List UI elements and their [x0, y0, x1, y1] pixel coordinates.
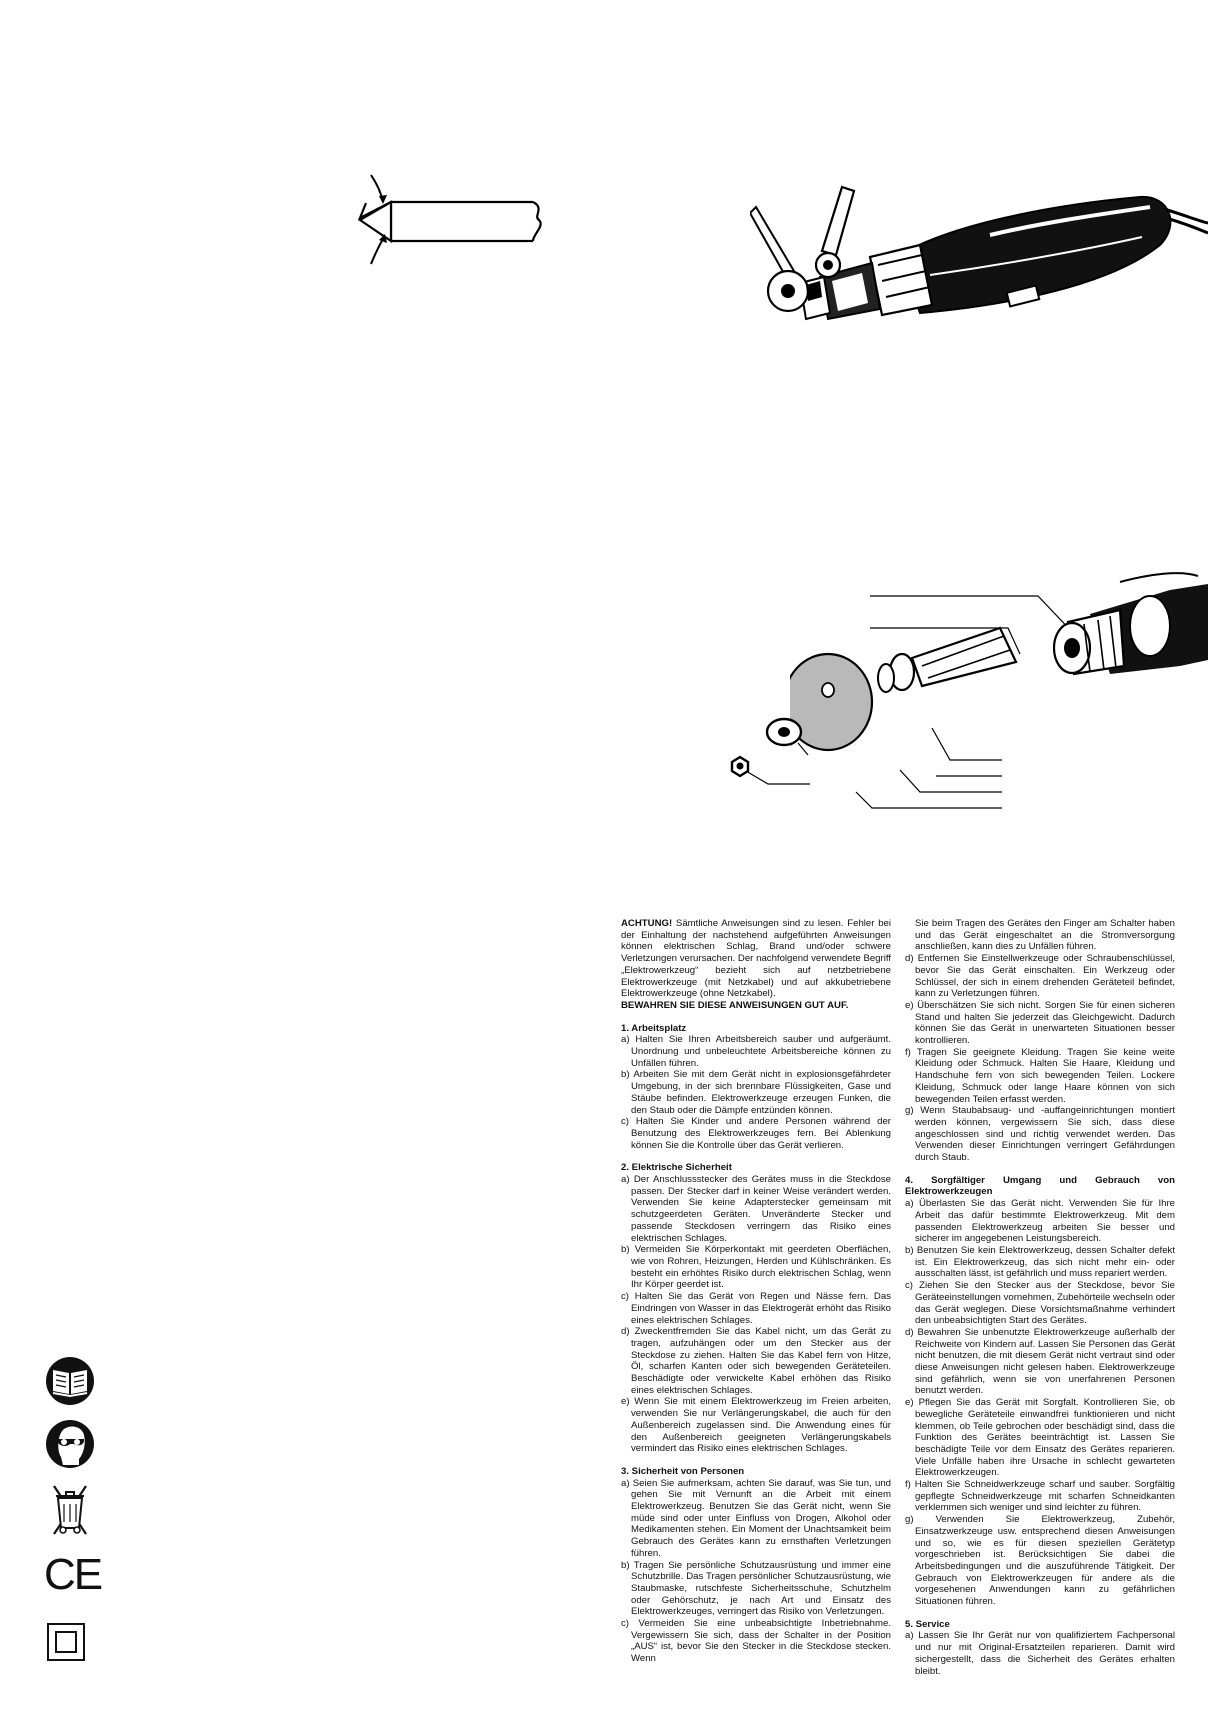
list-item: d) Bewahren Sie unbenutzte Elektrowerkzeuge außerhalb der Reichweite von Kindern auf. Lassen Sie Personen das Gerät nicht benutzen, die mit diesem Gerät nicht vertraut sind oder diese Anweisungen nicht gelesen haben. Elektrowerkzeuge sind gefährlich, wenn sie von unerfahrenen Personen benutzt werden. — [905, 1326, 1175, 1397]
list-item: e) Überschätzen Sie sich nicht. Sorgen Sie für einen sicheren Stand und halten Sie jederzeit das Gleichgewicht. Dadurch können Sie das Gerät in unerwarteten Situationen besser kontrollieren. — [905, 999, 1175, 1047]
continued-text: Sie beim Tragen des Gerätes den Finger am Schalter haben und das Gerät eingeschaltet an die Stromversorgung anschließen, kann dies zu Unfällen führen. — [915, 918, 1175, 953]
list-item: b) Tragen Sie persönliche Schutzausrüstung und immer eine Schutzbrille. Das Tragen persönlicher Schutzausrüstung, wie Staubmaske, rutschfeste Sicherheitsschuhe, Schutzhelm oder Gehörschutz, je nach Art und Einsatz des Elektrowerkzeuges, verringert das Risiko von Verletzungen. — [621, 1559, 891, 1618]
section-title: 4. Sorgfältiger Umgang und Gebrauch von Elektrowerkzeugen — [905, 1174, 1175, 1198]
list-item: a) Lassen Sie Ihr Gerät nur von qualifiziertem Fachpersonal und nur mit Original-Ersatzteilen reparieren. Damit wird sichergestellt, dass die Sicherheit des Gerätes erhalten bleibt. — [905, 1630, 1175, 1677]
attention-lead: ACHTUNG! — [621, 918, 673, 929]
section-title: 5. Service — [905, 1618, 950, 1630]
intro-text: Sämtliche Anweisungen sind zu lesen. Fehler bei der Einhaltung der nachstehend aufgeführten Anweisungen können elektrischen Schlag, Brand und/oder schwere Verletzungen verursachen. Der nachfolgend verwendete Begriff „Elektrowerkzeug“ bezieht sich auf netzbetriebene Elektrowerkzeuge (mit Netzkabel) und auf akkubetriebene Elektrowerkzeuge (ohne Netzkabel). — [621, 918, 891, 1000]
section-personal-safety — [621, 1466, 891, 1665]
section-service — [905, 1619, 1175, 1678]
intro-paragraph — [621, 918, 891, 1000]
list-item: c) Halten Sie das Gerät von Regen und Nässe fern. Das Eindringen von Wasser in das Elektrogerät erhöht das Risiko eines elektrischen Schlages. — [621, 1291, 891, 1326]
ce-mark-label: CE — [44, 1550, 102, 1599]
read-manual-icon — [44, 1355, 96, 1407]
electrode-tip-figure — [355, 170, 545, 270]
eye-protection-icon — [44, 1417, 96, 1471]
assembly-exploded-figure — [790, 570, 1208, 830]
list-item: g) Verwenden Sie Elektrowerkzeug, Zubehör, Einsatzwerkzeuge usw. entsprechend diesen Anweisungen und so, wie es für diesen speziellen Gerätetyp vorgeschrieben ist. Berücksichtigen Sie dabei die Arbeitsbedingungen und die auszuführende Tätigkeit. Der Gebrauch von Elektrowerkzeugen für andere als die vorgesehenen Anwendungen kann zu gefährlichen Situationen führen. — [905, 1514, 1175, 1608]
section-tool-use — [905, 1175, 1175, 1608]
section-title: 2. Elektrische Sicherheit — [621, 1162, 732, 1174]
list-item: f) Halten Sie Schneidwerkzeuge scharf und sauber. Sorgfältig gepflegte Schneidwerkzeuge mit scharfen Schneidkanten verklemmen sich weniger und sind leichter zu führen. — [905, 1479, 1175, 1514]
section-title: 1. Arbeitsplatz — [621, 1022, 687, 1034]
list-item: b) Vermeiden Sie Körperkontakt mit geerdeten Oberflächen, wie von Rohren, Heizungen, Herden und Kühlschränken. Es besteht ein erhöhtes Risiko durch elektrischen Schlag, wenn Ihr Körper geerdet ist. — [621, 1244, 891, 1291]
list-item: c) Halten Sie Kinder und andere Personen während der Benutzung des Elektrowerkzeuges fern. Bei Ablenkung können Sie die Kontrolle über das Gerät verlieren. — [621, 1116, 891, 1151]
safety-text-column-right — [905, 918, 1175, 1677]
list-item: d) Zweckentfremden Sie das Kabel nicht, um das Gerät zu tragen, aufzuhängen oder um den Stecker aus der Steckdose zu ziehen. Halten Sie das Kabel fern von Hitze, Öl, scharfen Kanten oder sich bewegenden Geräteteilen. Beschädigte oder verwickelte Kabel erhöhen das Risiko eines elektrischen Schlages. — [621, 1326, 891, 1396]
list-item: e) Wenn Sie mit einem Elektrowerkzeug im Freien arbeiten, verwenden Sie nur Verlängerungskabel, die auch für den Außenbereich zugelassen sind. Die Anwendung eines für den Außenbereich geeigneten Verlängerungskabels vermindert das Risiko eines elektrischen Schlages. — [621, 1396, 891, 1455]
protection-class-ii-icon — [44, 1620, 88, 1664]
list-item: b) Arbeiten Sie mit dem Gerät nicht in explosionsgefährdeter Umgebung, in der sich brennbare Flüssigkeiten, Gase und Stäube befinden. Elektrowerkzeuge erzeugen Funken, die den Staub oder die Dämpfe entzünden können. — [621, 1069, 891, 1116]
section-title: 3. Sicherheit von Personen — [621, 1465, 745, 1477]
keep-instructions: BEWAHREN SIE DIESE ANWEISUNGEN GUT AUF. — [621, 999, 849, 1011]
section-electrical-safety — [621, 1162, 891, 1455]
washer-nut-figure — [720, 715, 810, 785]
list-item: f) Tragen Sie geeignete Kleidung. Tragen Sie keine weite Kleidung oder Schmuck. Halten Sie Haare, Kleidung und Handschuhe fern von sich bewegenden Teilen. Lockere Kleidung, Schmuck oder lange Haare können von sich bewegenden Teilen erfasst werden. — [905, 1046, 1175, 1105]
section-workplace — [621, 1023, 891, 1152]
list-item: d) Entfernen Sie Einstellwerkzeuge oder Schraubenschlüssel, bevor Sie das Gerät einschalten. Ein Werkzeug oder Schlüssel, der sich in einem drehenden Geräteteil befindet, kann zu Verletzungen führen. — [905, 953, 1175, 1000]
grinder-tool-figure — [750, 185, 1208, 345]
list-item: c) Ziehen Sie den Stecker aus der Steckdose, bevor Sie Geräteeinstellungen vornehmen, Zubehörteile wechseln oder das Gerät weglegen. Diese Vorsichtsmaßnahme verhindert den unbeabsichtigten Start des Gerätes. — [905, 1280, 1175, 1327]
list-item: a) Überlasten Sie das Gerät nicht. Verwenden Sie für Ihre Arbeit das dafür bestimmte Elektrowerkzeug. Mit dem passenden Elektrowerkzeug arbeiten Sie besser und sicherer im angegebenen Leistungsbereich. — [905, 1198, 1175, 1245]
list-item: e) Pflegen Sie das Gerät mit Sorgfalt. Kontrollieren Sie, ob bewegliche Geräteteile einwandfrei funktionieren und nicht klemmen, ob Teile gebrochen oder beschädigt sind, dass die Funktion des Gerätes beeinträchtigt ist. Lassen Sie beschädigte Teile vor dem Einsatz des Gerätes reparieren. Viele Unfälle haben ihre Ursache in schlecht gewarteten Elektrowerkzeugen. — [905, 1397, 1175, 1479]
list-item: a) Der Anschlussstecker des Gerätes muss in die Steckdose passen. Der Stecker darf in keiner Weise verändert werden. Verwenden Sie keine Adapterstecker gemeinsam mit schutzgeerdeten Geräten. Unveränderte Stecker und passende Steckdosen verringern das Risiko eines elektrischen Schlages. — [621, 1174, 891, 1244]
ce-mark-icon — [44, 1550, 104, 1599]
weee-crossed-bin-icon — [44, 1482, 96, 1538]
list-item: a) Halten Sie Ihren Arbeitsbereich sauber und aufgeräumt. Unordnung und unbeleuchtete Arbeitsbereiche können zu Unfällen führen. — [621, 1034, 891, 1069]
list-item: a) Seien Sie aufmerksam, achten Sie darauf, was Sie tun, und gehen Sie mit Vernunft an die Arbeit mit einem Elektrowerkzeug. Benutzen Sie das Gerät nicht, wenn Sie müde sind oder unter Einfluss von Drogen, Alkohol oder Medikamenten stehen. Ein Moment der Unachtsamkeit beim Gebrauch des Gerätes kann zu ernsthaften Verletzungen führen. — [621, 1477, 891, 1559]
list-item: b) Benutzen Sie kein Elektrowerkzeug, dessen Schalter defekt ist. Ein Elektrowerkzeug, das sich nicht mehr ein- oder ausschalten lässt, ist gefährlich und muss repariert werden. — [905, 1244, 1175, 1280]
safety-text-column-left — [621, 918, 891, 1665]
list-item: g) Wenn Staubabsaug- und -auffangeinrichtungen montiert werden können, vergewissern Sie sich, dass diese angeschlossen sind und richtig verwendet werden. Das Verwenden dieser Einrichtungen verringert Gefährdungen durch Staub. — [905, 1105, 1175, 1164]
list-item: c) Vermeiden Sie eine unbeabsichtigte Inbetriebnahme. Vergewissern Sie sich, dass der Schalter in der Position „AUS“ ist, bevor Sie den Stecker in die Steckdose stecken. Wenn — [621, 1618, 891, 1665]
